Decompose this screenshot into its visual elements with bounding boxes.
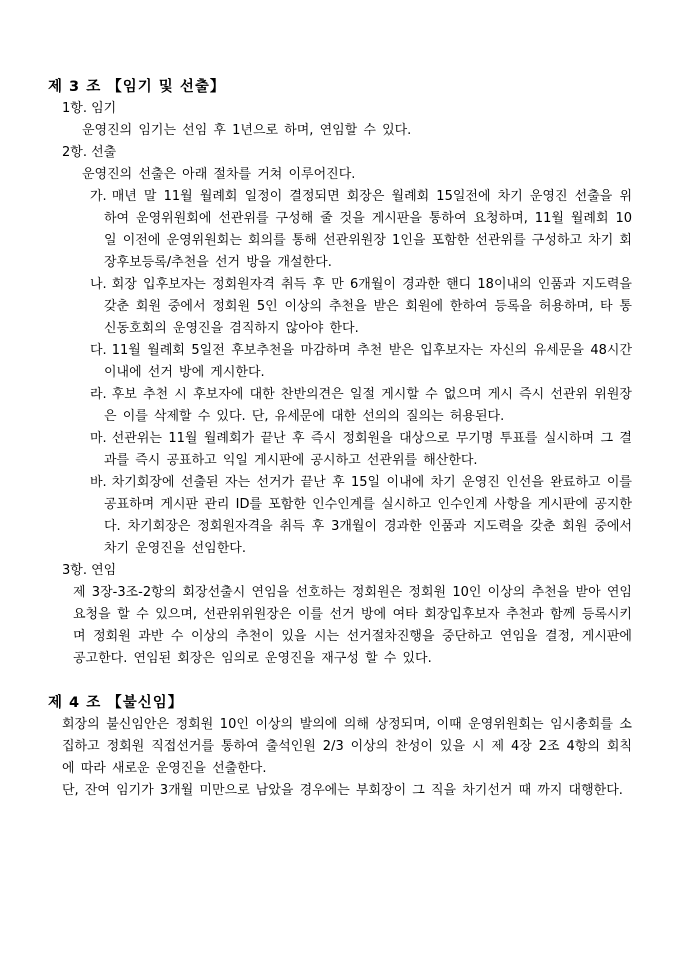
- item-text: 차기회장에 선출된 자는 선거가 끝난 후 15일 이내에 차기 운영진 인선을 완료하고 이를 공표하며 게시판 관리 ID를 포함한 인수인계를 실시하고 인수인계 사항을 게시판에 공지한다. 차기회장은 정회원자격을 취득 후 3개월이 경과한 인품과 지도력을 갖춘 회원 중에서 차기 운영진을 선임한다.: [104, 475, 632, 556]
- item-marker: 바.: [90, 475, 107, 490]
- article-4-paragraph-2: 단, 잔여 임기가 3개월 미만으로 남았을 경우에는 부회장이 그 직을 차기선거 때 까지 대행한다.: [62, 783, 623, 798]
- item-text: 회장 입후보자는 정회원자격 취득 후 만 6개월이 경과한 핸디 18이내의 인품과 지도력을 갖춘 회원 중에서 정회원 5인 이상의 추천을 받은 회원에 한하여 등록을 허용하며, 타 통신동호회의 운영진을 겸직하지 않아야 한다.: [104, 277, 632, 336]
- item-marker: 다.: [90, 343, 107, 358]
- election-procedure-list: [48, 186, 632, 560]
- item-text: 후보 추천 시 후보자에 대한 찬반의견은 일절 게시할 수 없으며 게시 즉시 선관위 위원장은 이를 삭제할 수 있다. 단, 유세문에 대한 선의의 질의는 허용된다.: [104, 387, 632, 424]
- list-item-ba: [48, 472, 632, 560]
- item-marker: 나.: [90, 277, 107, 292]
- item-marker: 가.: [90, 189, 107, 204]
- article-4-paragraph-1: 회장의 불신임안은 정회원 10인 이상의 발의에 의해 상정되며, 이때 운영위원회는 임시총회를 소집하고 정회원 직접선거를 통하여 출석인원 2/3 이상의 찬성이 있을 시 제 4장 2조 4항의 회칙에 따라 새로운 운영진을 선출한다.: [62, 717, 632, 776]
- item-text: 매년 말 11월 월례회 일정이 결정되면 회장은 월례회 15일전에 차기 운영진 선출을 위하여 운영위원회에 선관위를 구성해 줄 것을 게시판을 통하여 요청하며, 11월 월례회 10일 이전에 운영위원회는 회의를 통해 선관위원장 1인을 포함한 선관위를 구성하고 차기 회장후보등록/추천을 선거 방을 개설한다.: [104, 189, 632, 270]
- section-1-body: 운영진의 임기는 선임 후 1년으로 하며, 연임할 수 있다.: [82, 123, 412, 138]
- article-3: [48, 76, 632, 670]
- list-item-ra: [48, 384, 632, 428]
- article-4-title: 제 4 조 【불신임】: [48, 695, 184, 711]
- section-3-body: 제 3장-3조-2항의 회장선출시 연임을 선호하는 정회원은 정회원 10인 이상의 추천을 받아 연임 요청을 할 수 있으며, 선관위위원장은 이를 선거 방에 여타 회장입후보자 추천과 함께 등록시키며 정회원 과반 수 이상의 추천이 있을 시는 선거절차진행을 중단하고 연임을 결정, 게시판에 공고한다. 연임된 회장은 임의로 운영진을 재구성 할 수 있다.: [73, 585, 632, 666]
- article-3-title: 제 3 조 【임기 및 선출】: [48, 79, 226, 95]
- item-marker: 라.: [90, 387, 107, 402]
- list-item-ga: [48, 186, 632, 274]
- item-text: 11월 월례회 5일전 후보추천을 마감하며 추천 받은 입후보자는 자신의 유세문을 48시간 이내에 선거 방에 게시한다.: [104, 343, 632, 380]
- section-2-body: 운영진의 선출은 아래 절차를 거쳐 이루어진다.: [82, 167, 356, 182]
- list-item-ma: [48, 428, 632, 472]
- list-item-da: [48, 340, 632, 384]
- item-marker: 마.: [90, 431, 107, 446]
- list-item-na: [48, 274, 632, 340]
- article-4: [48, 692, 632, 802]
- section-2-label: 2항. 선출: [62, 145, 117, 160]
- item-text: 선관위는 11월 월례회가 끝난 후 즉시 정회원을 대상으로 무기명 투표를 실시하며 그 결과를 즉시 공표하고 익일 게시판에 공시하고 선관위를 해산한다.: [104, 431, 632, 468]
- section-3-label: 3항. 연임: [62, 563, 117, 578]
- section-1-label: 1항. 임기: [62, 101, 117, 116]
